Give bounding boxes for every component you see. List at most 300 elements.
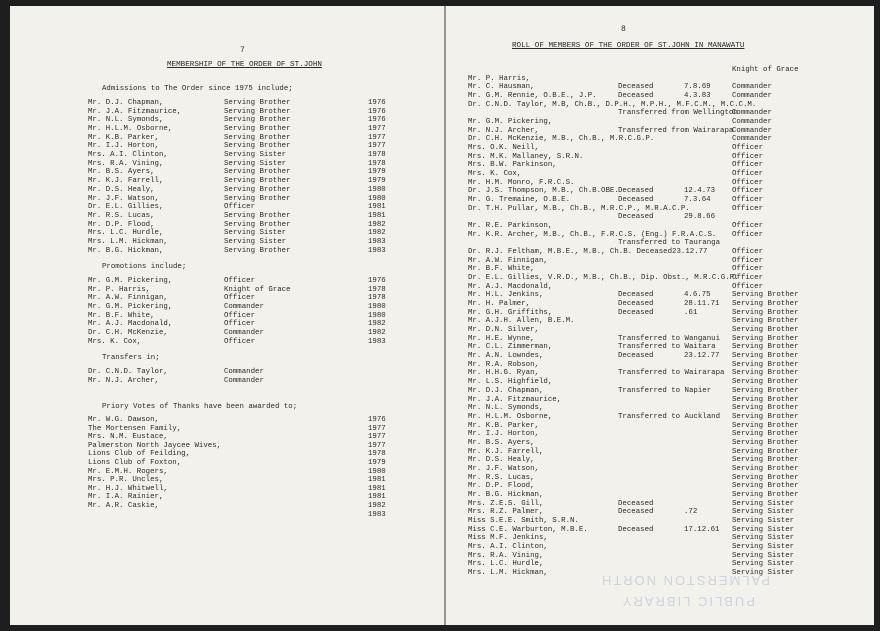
member-grade: Serving Brother xyxy=(732,438,799,447)
member-grade: Commander xyxy=(732,109,772,118)
member-grade: Officer xyxy=(224,320,256,329)
table-row xyxy=(446,265,874,274)
table-row xyxy=(446,248,874,257)
member-date: 7.3.64 xyxy=(684,196,711,205)
member-name: Mrs. M.K. Mallaney, S.R.N. xyxy=(468,152,584,161)
member-name: Mr. I.J. Horton, xyxy=(468,430,539,439)
member-grade: Serving Brother xyxy=(732,482,799,491)
library-stamp-line1: PALMERSTON NORTH xyxy=(600,573,770,588)
member-grade: Serving Sister xyxy=(224,229,287,238)
list-item xyxy=(10,416,444,425)
member-grade: Serving Brother xyxy=(732,447,799,456)
member-status: Transferred from Wellington xyxy=(618,109,738,118)
member-year: 1978 xyxy=(368,285,386,294)
member-year: 1982 xyxy=(368,220,386,229)
list-item xyxy=(10,125,444,134)
member-grade: Serving Brother xyxy=(224,125,291,133)
member-status: Transferred from Wairarapa xyxy=(618,126,734,135)
member-grade: Commander xyxy=(224,302,264,311)
member-name: Mr. G.M. Pickering, xyxy=(88,302,173,311)
member-grade: Serving Brother xyxy=(224,133,291,142)
list-item xyxy=(10,433,444,442)
member-year: 1983 xyxy=(368,337,386,346)
member-grade: Commander xyxy=(732,118,772,126)
list-item xyxy=(10,442,444,451)
table-row xyxy=(446,560,874,569)
member-grade: Commander xyxy=(732,126,772,135)
member-grade: Officer xyxy=(732,152,764,161)
member-name: Mr. G.M. Pickering, xyxy=(88,277,173,285)
list-item xyxy=(10,151,444,160)
table-row xyxy=(446,543,874,552)
member-year: 1981 xyxy=(368,476,386,485)
member-name: Mrs. K. Cox, xyxy=(88,337,142,346)
member-name: Mrs. R.A. Vining, xyxy=(88,159,164,168)
member-name: Dr. R.J. Feltham, M.B.E., M.B., Ch.B. Deceased23.12.77 xyxy=(468,248,708,257)
member-grade: Serving Brother xyxy=(732,421,799,430)
table-row xyxy=(446,144,874,153)
member-grade: Serving Sister xyxy=(732,568,795,577)
member-name: Mr. R.E. Parkinson, xyxy=(468,222,553,231)
member-year: 1981 xyxy=(368,493,386,502)
member-year: 1977 xyxy=(368,125,386,133)
member-grade: Commander xyxy=(224,328,264,337)
member-status: Transferred to Napier xyxy=(618,386,712,395)
member-name: Mrs. Z.E.S. Gill, xyxy=(468,499,544,508)
member-grade: Serving Brother xyxy=(732,395,799,404)
member-year: 1978 xyxy=(368,159,386,168)
table-row xyxy=(446,66,874,75)
table-row xyxy=(446,474,874,483)
member-name: Mr. H.L.M. Osborne, xyxy=(88,125,173,133)
list-item xyxy=(10,286,444,295)
member-name: Mrs. L.C. Hurdle, xyxy=(88,229,164,238)
member-grade: Officer xyxy=(224,277,256,285)
member-status: Deceased xyxy=(618,196,654,205)
table-row xyxy=(446,335,874,344)
member-grade: Officer xyxy=(732,204,764,213)
member-grade: Serving Brother xyxy=(732,378,799,387)
member-year: 1983 xyxy=(368,246,386,255)
member-name: Mr. N.L. Symonds, xyxy=(88,116,164,125)
member-name: Mrs. L.M. Hickman, xyxy=(468,568,548,577)
list-item xyxy=(10,221,444,230)
member-grade: Officer xyxy=(732,248,764,257)
member-name: Miss C.E. Warburton, M.B.E. xyxy=(468,525,588,534)
list-item xyxy=(10,294,444,303)
member-grade: Officer xyxy=(732,161,764,170)
member-status: Transferred to Tauranga xyxy=(618,239,721,248)
table-row xyxy=(446,135,874,144)
member-grade: Knight of Grace xyxy=(732,66,799,74)
member-grade: Officer xyxy=(732,222,764,231)
table-row xyxy=(446,413,874,422)
table-row xyxy=(446,257,874,266)
member-date: 23.12.77 xyxy=(684,352,720,361)
member-name: Mr. J.F. Watson, xyxy=(88,194,159,203)
member-name: Mr. N.J. Archer, xyxy=(468,126,539,135)
member-grade: Serving Brother xyxy=(224,142,291,151)
member-name: Mr. K.R. Archer, M.B., Ch.B., F.R.C.S. (Eng.) F.R.A.C.S. xyxy=(468,230,717,239)
member-status: Transferred to Waitara xyxy=(618,343,716,352)
table-row xyxy=(446,317,874,326)
member-name: Dr. C.N.D. Taylor, M.B, Ch.B., D.P.H., M.P.H., M.F.C.M., M.C.C.M. xyxy=(468,100,757,109)
member-name: Lions Club of Feilding, xyxy=(88,450,191,459)
table-row xyxy=(446,205,874,214)
member-name: Mr. K.J. Farrell, xyxy=(88,177,164,186)
member-year: 1982 xyxy=(368,320,386,329)
section-title: Priory Votes of Thanks have been awarded to; xyxy=(102,403,298,411)
list-item xyxy=(10,511,444,520)
member-year: 1976 xyxy=(368,116,386,125)
table-row xyxy=(446,422,874,431)
table-row xyxy=(446,239,874,248)
member-grade: Commander xyxy=(224,368,264,376)
member-status: Transferred to Wanganui xyxy=(618,334,721,343)
member-year: 1982 xyxy=(368,229,386,238)
member-name: Mr. A.W. Finnigan, xyxy=(468,256,548,265)
member-name: The Mortensen Family, xyxy=(88,424,182,433)
member-name: Mr. P. Harris, xyxy=(468,74,531,83)
member-status: Transferred to Wairarapa xyxy=(618,369,725,378)
member-year: 1976 xyxy=(368,416,386,424)
member-grade: Officer xyxy=(224,203,256,212)
member-name: Mr. R.S. Lucas, xyxy=(468,473,535,482)
member-name: Mr. G.H. Griffiths, xyxy=(468,308,553,317)
list-item xyxy=(10,229,444,238)
member-name: Mr. A.J. Macdonald, xyxy=(88,320,173,329)
member-status: Deceased xyxy=(618,187,654,196)
member-name: Mr. D.J. Chapman, xyxy=(88,99,164,107)
member-name: Mr. C. Hausman, xyxy=(468,83,535,92)
member-grade: Officer xyxy=(732,196,764,205)
table-row xyxy=(446,552,874,561)
member-name: Dr. E.L. Gillies, xyxy=(88,203,164,212)
list-item xyxy=(10,142,444,151)
member-grade: Officer xyxy=(732,256,764,265)
table-row xyxy=(446,109,874,118)
member-year: 1977 xyxy=(368,424,386,433)
member-grade: Officer xyxy=(224,311,256,320)
member-grade: Commander xyxy=(732,83,772,92)
member-grade: Serving Brother xyxy=(732,412,799,421)
member-name: Mr. D.P. Flood, xyxy=(468,482,535,491)
member-status: Deceased xyxy=(618,525,654,534)
member-status: Deceased xyxy=(618,291,654,300)
member-year: 1979 xyxy=(368,177,386,186)
list-item xyxy=(10,303,444,312)
member-grade: Serving Brother xyxy=(732,326,799,335)
table-row xyxy=(446,179,874,188)
table-row xyxy=(446,153,874,162)
member-name: Mr. A.J. Macdonald, xyxy=(468,282,553,291)
table-row xyxy=(446,439,874,448)
member-year: 1976 xyxy=(368,99,386,107)
list-item xyxy=(10,468,444,477)
member-grade: Serving Brother xyxy=(732,317,799,326)
list-item xyxy=(10,186,444,195)
member-year: 1980 xyxy=(368,302,386,311)
member-name: Mr. G.M. Rennie, O.B.E., J.P. xyxy=(468,92,597,100)
member-name: Miss S.E.E. Smith, S.R.N. xyxy=(468,516,579,525)
member-name: Dr. C.H. McKenzie, M.B., Ch.B., M.R.C.G.P. xyxy=(468,135,655,144)
member-name: Dr. C.H. McKenzie, xyxy=(88,328,168,337)
table-row xyxy=(446,170,874,179)
member-grade: Serving Sister xyxy=(732,551,795,560)
table-row xyxy=(446,517,874,526)
member-grade: Officer xyxy=(732,187,764,196)
member-status: Deceased xyxy=(618,499,654,508)
member-year: 1980 xyxy=(368,185,386,194)
member-grade: Serving Sister xyxy=(732,525,795,534)
member-name: Mr. B.G. Hickman, xyxy=(468,490,544,499)
member-grade: Officer xyxy=(732,230,764,239)
table-row xyxy=(446,127,874,136)
member-name: Mr. D.P. Flood, xyxy=(88,220,155,229)
member-name: Mrs. P.R. Uncles, xyxy=(88,476,164,485)
member-name: Dr. C.N.D. Taylor, xyxy=(88,368,168,376)
member-name: Mr. A.N. Lowndes, xyxy=(468,352,544,361)
member-grade: Serving Brother xyxy=(732,473,799,482)
table-row xyxy=(446,526,874,535)
member-grade: Serving Brother xyxy=(732,343,799,352)
member-grade: Commander xyxy=(732,135,772,144)
member-year: 1979 xyxy=(368,168,386,177)
table-row xyxy=(446,508,874,517)
table-row xyxy=(446,92,874,101)
member-name: Mr. B.F. White, xyxy=(88,311,155,320)
member-name: Mrs. N.M. Eustace, xyxy=(88,433,168,442)
member-grade: Serving Brother xyxy=(732,308,799,317)
list-item xyxy=(10,160,444,169)
member-name: Mr. R.A. Robson, xyxy=(468,360,539,369)
right-page-heading: ROLL OF MEMBERS OF THE ORDER OF ST.JOHN IN MANAWATU xyxy=(512,42,745,50)
list-item xyxy=(10,168,444,177)
member-grade: Serving Sister xyxy=(732,499,795,508)
member-grade: Officer xyxy=(224,337,256,346)
member-name: Mrs. A.I. Clinton, xyxy=(468,542,548,551)
table-row xyxy=(446,378,874,387)
table-row xyxy=(446,456,874,465)
table-row xyxy=(446,161,874,170)
member-name: Mr. J.A. Fitzmaurice, xyxy=(468,395,562,404)
left-page xyxy=(10,6,444,625)
member-name: Mr. D.N. Silver, xyxy=(468,326,539,335)
table-row xyxy=(446,491,874,500)
library-stamp-line2: PUBLIC LIBRARY xyxy=(621,594,755,609)
member-year: 1980 xyxy=(368,311,386,320)
list-item xyxy=(10,177,444,186)
right-page xyxy=(446,6,874,625)
member-date: .61 xyxy=(684,308,698,317)
member-grade: Knight of Grace xyxy=(224,285,291,294)
table-row xyxy=(446,283,874,292)
list-item xyxy=(10,368,444,377)
list-item xyxy=(10,450,444,459)
member-year: 1983 xyxy=(368,510,386,519)
member-grade: Serving Brother xyxy=(732,430,799,439)
table-row xyxy=(446,101,874,110)
section-title: Admissions to The Order since 1975 include; xyxy=(102,85,293,93)
member-status: Transferred to Auckland xyxy=(618,412,721,421)
member-grade: Serving Brother xyxy=(224,185,291,194)
member-name: Mrs. R.Z. Palmer, xyxy=(468,508,544,517)
member-name: Mr. D.J. Chapman, xyxy=(468,386,544,395)
member-grade: Serving Brother xyxy=(224,177,291,186)
member-name: Mrs. O.K. Neill, xyxy=(468,144,539,152)
member-name: Mrs. A.I. Clinton, xyxy=(88,151,168,160)
member-year: 1983 xyxy=(368,237,386,246)
member-grade: Serving Brother xyxy=(224,246,291,255)
member-grade: Serving Brother xyxy=(224,99,291,107)
member-name: Mr. R.S. Lucas, xyxy=(88,211,155,220)
member-grade: Serving Sister xyxy=(732,508,795,517)
table-row xyxy=(446,387,874,396)
list-item xyxy=(10,134,444,143)
table-row xyxy=(446,482,874,491)
member-grade: Serving Sister xyxy=(732,542,795,551)
member-grade: Serving Brother xyxy=(732,360,799,369)
table-row xyxy=(446,222,874,231)
member-grade: Serving Brother xyxy=(224,116,291,125)
member-grade: Serving Brother xyxy=(224,220,291,229)
member-year: 1980 xyxy=(368,194,386,203)
table-row xyxy=(446,83,874,92)
member-name: Mr. K.B. Parker, xyxy=(88,133,159,142)
list-item xyxy=(10,99,444,108)
member-status: Deceased xyxy=(618,352,654,361)
member-grade: Serving Brother xyxy=(224,211,291,220)
table-row xyxy=(446,213,874,222)
member-grade: Serving Brother xyxy=(732,490,799,499)
table-row xyxy=(446,430,874,439)
member-grade: Officer xyxy=(732,144,764,152)
member-name: Mr. H.E. Wynne, xyxy=(468,334,535,343)
member-name: Mr. I.A. Rainier, xyxy=(88,493,164,502)
member-grade: Officer xyxy=(732,274,764,283)
member-name: Mrs. B.W. Parkinson, xyxy=(468,161,557,170)
member-status: Deceased xyxy=(618,308,654,317)
member-name: Dr. E.L. Gillies, V.R.D., M.B., Ch.B., Dip. Obst., M.R.C.G.P. xyxy=(468,274,739,283)
member-year: 1979 xyxy=(368,459,386,467)
table-row xyxy=(446,326,874,335)
table-row xyxy=(446,187,874,196)
list-item xyxy=(10,108,444,117)
member-grade: Serving Sister xyxy=(732,534,795,543)
list-item xyxy=(10,329,444,338)
list-item xyxy=(10,277,444,286)
table-row xyxy=(446,465,874,474)
member-name: Mr. G.M. Pickering, xyxy=(468,118,553,126)
member-name: Mr. A.W. Finnigan, xyxy=(88,294,168,303)
table-row xyxy=(446,274,874,283)
table-row xyxy=(446,369,874,378)
list-item xyxy=(10,425,444,434)
member-grade: Serving Brother xyxy=(732,352,799,361)
table-row xyxy=(446,196,874,205)
member-name: Miss M.F. Jenkins, xyxy=(468,534,548,543)
member-grade: Serving Sister xyxy=(224,151,287,160)
member-name: Mr. H. Palmer, xyxy=(468,300,531,309)
member-year: 1977 xyxy=(368,433,386,442)
member-year: 1981 xyxy=(368,211,386,220)
member-date: .72 xyxy=(684,508,698,517)
member-year: 1978 xyxy=(368,450,386,459)
member-grade: Serving Sister xyxy=(732,516,795,525)
member-name: Mr. H.M. Monro, F.R.C.S. xyxy=(468,178,575,187)
member-grade: Serving Brother xyxy=(732,464,799,473)
member-year: 1978 xyxy=(368,294,386,303)
member-name: Mr. J.F. Watson, xyxy=(468,464,539,473)
section-title: Promotions include; xyxy=(102,263,187,271)
member-name: Mr. B.S. Ayers, xyxy=(88,168,155,177)
member-grade: Serving Brother xyxy=(224,194,291,203)
table-row xyxy=(446,396,874,405)
member-grade: Officer xyxy=(224,294,256,303)
member-year: 1981 xyxy=(368,203,386,212)
list-item xyxy=(10,312,444,321)
list-item xyxy=(10,320,444,329)
member-date: 28.11.71 xyxy=(684,300,720,309)
member-name: Mr. D.S. Healy, xyxy=(468,456,535,465)
table-row xyxy=(446,75,874,84)
member-grade: Officer xyxy=(732,178,764,187)
table-row xyxy=(446,118,874,127)
member-grade: Commander xyxy=(224,376,264,385)
table-row xyxy=(446,534,874,543)
member-name: Mr. D.S. Healy, xyxy=(88,185,155,194)
member-status: Deceased xyxy=(618,213,654,222)
member-date: 4.6.75 xyxy=(684,291,711,300)
member-grade: Serving Brother xyxy=(732,386,799,395)
member-name: Mr. W.G. Dawson, xyxy=(88,416,159,424)
table-row xyxy=(446,361,874,370)
list-item xyxy=(10,195,444,204)
member-grade: Serving Brother xyxy=(732,291,799,300)
member-date: 29.8.66 xyxy=(684,213,716,222)
member-year: 1982 xyxy=(368,328,386,337)
list-item xyxy=(10,212,444,221)
member-name: Mrs. K. Cox, xyxy=(468,170,522,178)
table-row xyxy=(446,231,874,240)
member-name: Mr. A.R. Caskie, xyxy=(88,502,159,510)
member-name: Mr. B.F. White, xyxy=(468,265,535,274)
member-status: Deceased xyxy=(618,300,654,309)
list-item xyxy=(10,459,444,468)
member-year: 1978 xyxy=(368,151,386,160)
member-grade: Serving Sister xyxy=(224,159,287,168)
member-year: 1976 xyxy=(368,277,386,285)
member-name: Dr. T.H. Pullar, M.B., Ch.B., M.R.C.P., M.R.A.C.P. xyxy=(468,204,690,213)
member-grade: Serving Brother xyxy=(732,334,799,343)
member-name: Mr. I.J. Horton, xyxy=(88,142,159,151)
member-name: Mr. G. Tremaine, O.B.E. xyxy=(468,196,571,205)
member-grade: Serving Sister xyxy=(732,560,795,569)
table-row xyxy=(446,291,874,300)
page-number-left: 7 xyxy=(240,46,245,55)
member-name: Lions Club of Foxton, xyxy=(88,459,182,467)
member-grade: Officer xyxy=(732,265,764,274)
member-year: 1977 xyxy=(368,441,386,450)
member-status: Deceased xyxy=(618,92,654,100)
member-grade: Serving Brother xyxy=(732,369,799,378)
list-item xyxy=(10,116,444,125)
member-status: Deceased xyxy=(618,83,654,92)
member-name: Mr. C.L. Zimmerman, xyxy=(468,343,553,352)
member-name: Mr. N.J. Archer, xyxy=(88,376,159,385)
left-page-heading: MEMBERSHIP OF THE ORDER OF ST.JOHN xyxy=(167,61,322,69)
member-year: 1976 xyxy=(368,107,386,116)
